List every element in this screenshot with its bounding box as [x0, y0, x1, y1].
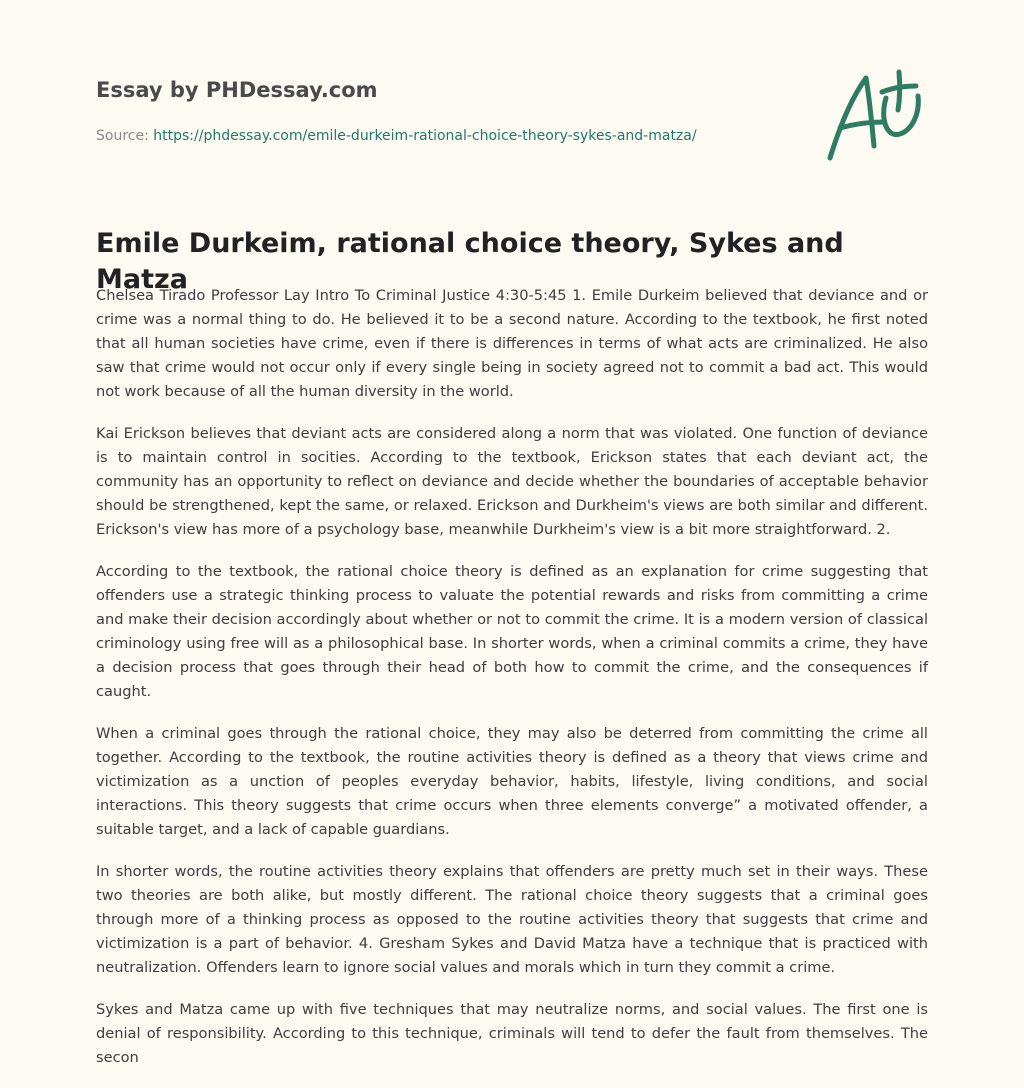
source-label: Source:: [96, 128, 154, 144]
essay-paragraph: Sykes and Matza came up with five techniques that may neutralize norms, and social values. The first one is denial of responsibility. According to this technique, criminals will tend to defer the fault from themselves. The secon: [96, 1001, 928, 1066]
essay-title: Emile Durkeim, rational choice theory, Sykes and Matza: [96, 228, 844, 295]
essay-paragraph: According to the textbook, the rational choice theory is defined as an explanation for crime suggesting that offenders use a strategic thinking process to valuate the potential rewards and risks from committing a crime and make their decision accordingly about whether or not to commit the crime. It is a modern version of classical criminology using free will as a philosophical base. In shorter words, when a criminal commits a crime, they have a decision process that goes through their head of both how to commit the crime, and the consequences if caught.: [96, 563, 928, 700]
essay-body: [96, 284, 928, 1088]
site-title: Essay by PHDessay.com: [96, 78, 378, 102]
source-link[interactable]: https://phdessay.com/emile-durkeim-rational-choice-theory-sykes-and-matza/: [153, 128, 697, 144]
page-header: [96, 76, 796, 146]
a-plus-logo-graphic: [820, 66, 930, 166]
a-plus-grade-icon: [820, 66, 930, 166]
essay-paragraph: When a criminal goes through the rational choice, they may also be deterred from committing the crime all together. According to the textbook, the routine activities theory is defined as a theory that views crime and victimization as a unction of peoples everyday behavior, habits, lifestyle, living conditions, and social interactions. This theory suggests that crime occurs when three elements converge” a motivated offender, a suitable target, and a lack of capable guardians.: [96, 725, 928, 838]
essay-paragraph: Chelsea Tirado Professor Lay Intro To Criminal Justice 4:30-5:45 1. Emile Durkeim believed that deviance and or crime was a normal thing to do. He believed it to be a second nature. According to the textbook, he first noted that all human societies have crime, even if there is differences in terms of what acts are criminalized. He also saw that crime would not occur only if every single being in society agreed not to commit a bad act. This would not work because of all the human diversity in the world.: [96, 287, 928, 400]
essay-paragraph: Kai Erickson believes that deviant acts are considered along a norm that was violated. One function of deviance is to maintain control in socities. According to the textbook, Erickson states that each deviant act, the community has an opportunity to reflect on deviance and decide whether the boundaries of acceptable behavior should be strengthened, kept the same, or relaxed. Erickson and Durkheim's views are both similar and different. Erickson's view has more of a psychology base, meanwhile Durkheim's view is a bit more straightforward. 2.: [96, 425, 928, 538]
essay-paragraph: In shorter words, the routine activities theory explains that offenders are pretty much set in their ways. These two theories are both alike, but mostly different. The rational choice theory suggests that a criminal goes through more of a thinking process as opposed to the routine activities theory that suggests that crime and victimization is a part of behavior. 4. Gresham Sykes and David Matza have a technique that is practiced with neutralization. Offenders learn to ignore social values and morals which in turn they commit a crime.: [96, 863, 928, 976]
source-line: [96, 126, 796, 146]
